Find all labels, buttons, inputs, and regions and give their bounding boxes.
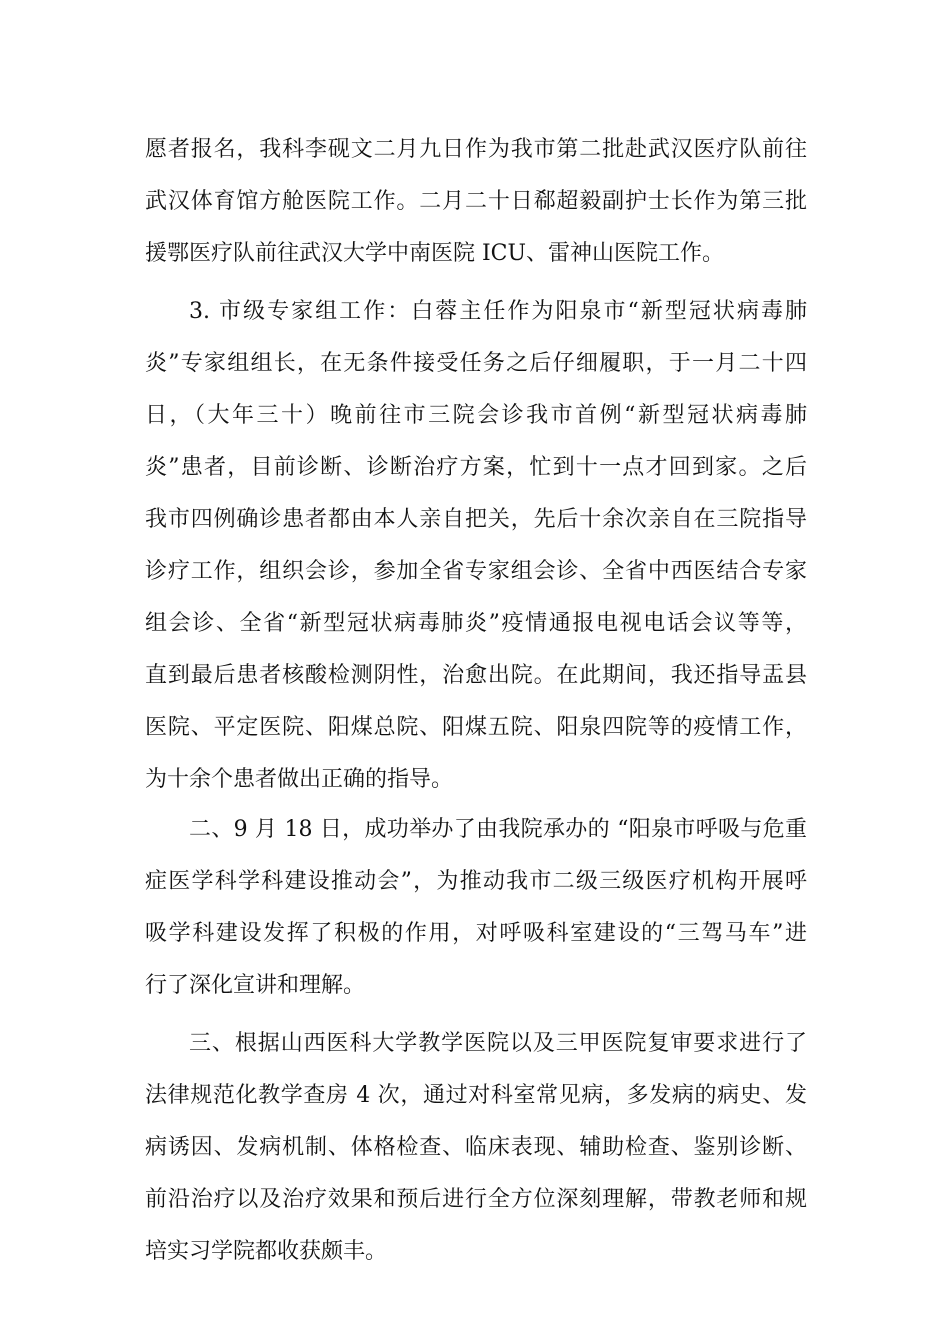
paragraph-line: 武汉体育馆方舱医院工作。二月二十日郗超毅副护士长作为第三批	[145, 189, 807, 214]
paragraph-line: 前沿治疗以及治疗效果和预后进行全方位深刻理解，带教老师和规	[145, 1187, 807, 1212]
paragraph-line: 吸学科建设发挥了积极的作用，对呼吸科室建设的“三驾马车”进	[145, 921, 807, 946]
paragraph-line: 炎”专家组组长，在无条件接受任务之后仔细履职，于一月二十四	[145, 351, 807, 376]
paragraph-line: 我市四例确诊患者都由本人亲自把关，先后十余次亲自在三院指导	[145, 507, 807, 532]
paragraph-teaching-rounds	[145, 1018, 807, 1278]
paragraph-line: 行了深化宣讲和理解。	[145, 973, 366, 998]
paragraph-line: 直到最后患者核酸检测阴性，治愈出院。在此期间，我还指导盂县	[145, 663, 807, 688]
paragraph-line: 诊疗工作，组织会诊，参加全省专家组会诊、全省中西医结合专家	[145, 559, 807, 584]
paragraph-line: 炎”患者，目前诊断、诊断治疗方案，忙到十一点才回到家。之后	[145, 455, 807, 480]
paragraph-line: 为十余个患者做出正确的指导。	[145, 767, 454, 792]
paragraph-line: 日，（大年三十）晚前往市三院会诊我市首例“新型冠状病毒肺	[145, 403, 807, 428]
paragraph-line: 援鄂医疗队前往武汉大学中南医院 ICU、雷神山医院工作。	[145, 241, 725, 266]
paragraph-volunteers	[145, 124, 807, 280]
paragraph-line: 病诱因、发病机制、体格检查、临床表现、辅助检查、鉴别诊断、	[145, 1135, 807, 1160]
paragraph-line: 二、9 月 18 日，成功举办了由我院承办的 “阳泉市呼吸与危重	[189, 817, 807, 842]
paragraph-expert-group	[145, 286, 807, 806]
paragraph-line: 愿者报名，我科李砚文二月九日作为我市第二批赴武汉医疗队前往	[145, 137, 807, 162]
paragraph-line: 3. 市级专家组工作：白蓉主任作为阳泉市“新型冠状病毒肺	[189, 299, 807, 324]
paragraph-line: 症医学科学科建设推动会”，为推动我市二级三级医疗机构开展呼	[145, 869, 807, 894]
paragraph-line: 组会诊、全省“新型冠状病毒肺炎”疫情通报电视电话会议等等，	[145, 611, 807, 636]
paragraph-line: 三、根据山西医科大学教学医院以及三甲医院复审要求进行了	[189, 1031, 807, 1056]
paragraph-conference	[145, 804, 807, 1012]
paragraph-line: 培实习学院都收获颇丰。	[145, 1239, 388, 1264]
paragraph-line: 法律规范化教学查房 4 次，通过对科室常见病，多发病的病史、发	[145, 1083, 807, 1108]
paragraph-line: 医院、平定医院、阳煤总院、阳煤五院、阳泉四院等的疫情工作，	[145, 715, 807, 740]
